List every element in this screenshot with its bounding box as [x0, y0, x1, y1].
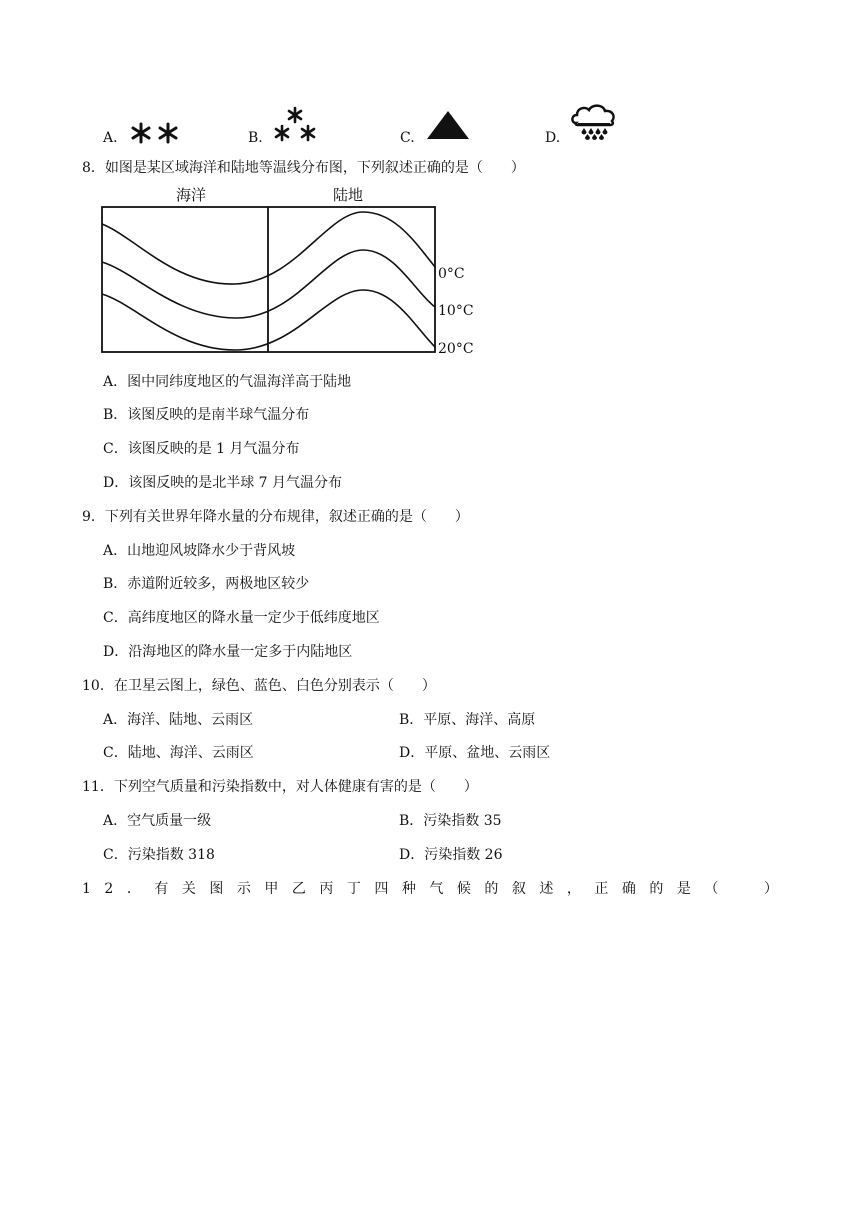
figure-label-land: 陆地 — [332, 186, 364, 204]
q11-option-c: C．污染指数 318 — [103, 847, 215, 863]
q8-option-c: C．该图反映的是 1 月气温分布 — [103, 441, 300, 457]
isotherm-label-20: 20°C — [438, 341, 474, 357]
q9-option-a: A．山地迎风坡降水少于背风坡 — [103, 543, 296, 559]
q12-stem: 12．有关图示甲乙丙丁四种气候的叙述，正确的是（ — [82, 881, 732, 897]
isotherm-figure — [95, 182, 485, 362]
q8-option-d: D．该图反映的是北半球 7 月气温分布 — [103, 475, 343, 491]
q7-option-b-label: B. — [248, 130, 263, 146]
q7-option-d-label: D. — [545, 130, 561, 146]
q11-stem: 11．下列空气质量和污染指数中，对人体健康有害的是（ ） — [82, 779, 478, 795]
q7-option-c-label: C. — [400, 130, 415, 146]
q10-option-b: B．平原、海洋、高原 — [399, 712, 536, 728]
q9-stem: 9．下列有关世界年降水量的分布规律，叙述正确的是（ ） — [82, 509, 469, 525]
triangle-icon — [426, 110, 470, 140]
heavy-snow-icon — [272, 106, 318, 144]
q8-stem: 8．如图是某区域海洋和陆地等温线分布图，下列叙述正确的是（ ） — [82, 160, 525, 176]
q10-option-d: D．平原、盆地、云雨区 — [399, 745, 551, 761]
q11-option-a: A．空气质量一级 — [103, 813, 212, 829]
q11-option-d: D．污染指数 26 — [399, 847, 503, 863]
q10-option-c: C．陆地、海洋、云雨区 — [103, 745, 254, 761]
q8-option-a: A．图中同纬度地区的气温海洋高于陆地 — [103, 374, 352, 390]
isotherm-label-10: 10°C — [438, 303, 474, 319]
figure-label-ocean: 海洋 — [175, 186, 207, 204]
q8-option-b: B．该图反映的是南半球气温分布 — [103, 407, 310, 423]
q9-option-d: D．沿海地区的降水量一定多于内陆地区 — [103, 644, 353, 660]
rain-cloud-icon — [570, 103, 618, 141]
q10-stem: 10．在卫星云图上，绿色、蓝色、白色分别表示（ ） — [82, 678, 436, 694]
isotherm-label-0: 0°C — [438, 266, 465, 282]
q11-option-b: B．污染指数 35 — [399, 813, 502, 829]
q9-option-c: C．高纬度地区的降水量一定少于低纬度地区 — [103, 610, 380, 626]
q7-option-a-label: A. — [103, 130, 118, 146]
q10-option-a: A．海洋、陆地、云雨区 — [103, 712, 254, 728]
light-snow-icon — [130, 122, 182, 144]
q9-option-b: B．赤道附近较多，两极地区较少 — [103, 576, 310, 592]
q12-stem-end: ） — [764, 881, 778, 897]
